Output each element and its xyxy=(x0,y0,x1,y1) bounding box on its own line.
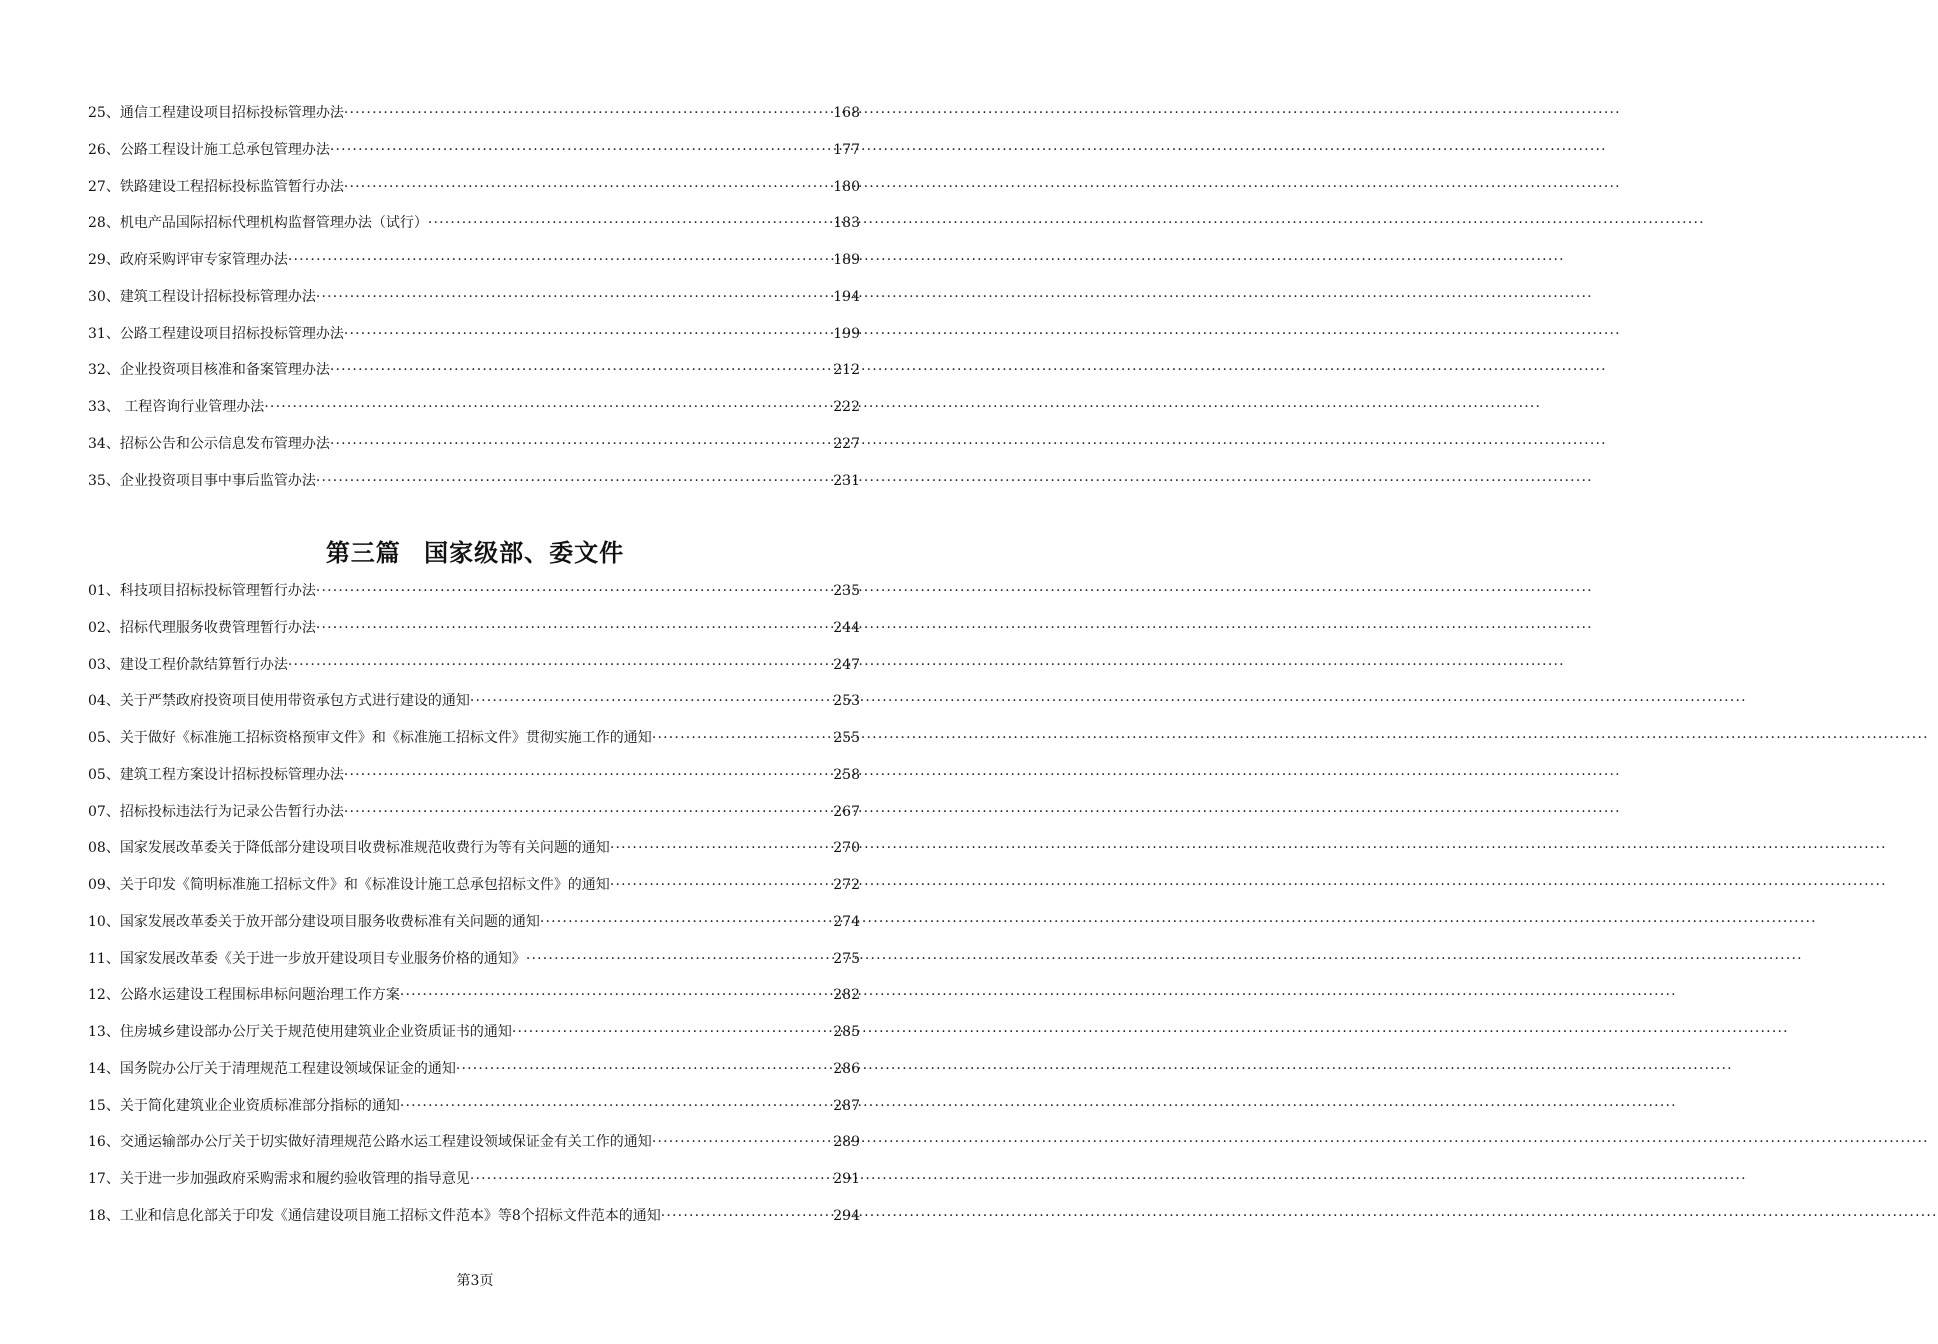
toc-entry[interactable] xyxy=(88,837,860,874)
toc-entry-page: 291 xyxy=(833,1171,860,1187)
dot-leader xyxy=(316,580,832,602)
page-number-footer: 第3页 xyxy=(456,1273,494,1289)
dot-leader xyxy=(316,470,832,492)
toc-entry-title: 05、建筑工程方案设计招标投标管理办法 xyxy=(88,766,344,783)
toc-entry[interactable] xyxy=(88,359,860,396)
dot-leader xyxy=(330,359,832,381)
toc-entry[interactable] xyxy=(88,874,860,911)
toc-entry-title: 34、招标公告和公示信息发布管理办法 xyxy=(88,435,330,452)
toc-entry-page: 294 xyxy=(833,1207,860,1224)
toc-entry[interactable] xyxy=(88,801,860,838)
dot-leader xyxy=(344,323,832,345)
toc-entry-title: 13、住房城乡建设部办公厅关于规范使用建筑业企业资质证书的通知 xyxy=(88,1024,512,1040)
toc-entry-title: 15、关于简化建筑业企业资质标准部分指标的通知 xyxy=(88,1097,400,1114)
toc-entry[interactable] xyxy=(88,727,860,764)
dot-leader xyxy=(400,984,832,1006)
toc-entry-page: 289 xyxy=(833,1134,860,1151)
toc-entry-title: 04、关于严禁政府投资项目使用带资承包方式进行建设的通知 xyxy=(88,693,470,710)
toc-entry-page: 270 xyxy=(833,840,860,857)
toc-entry-page: 194 xyxy=(833,288,860,305)
dot-leader xyxy=(330,139,832,161)
dot-leader xyxy=(610,874,832,896)
toc-entry[interactable] xyxy=(88,323,860,360)
toc-entry[interactable] xyxy=(88,139,860,176)
toc-entry-title: 07、招标投标违法行为记录公告暂行办法 xyxy=(88,803,344,820)
toc-entry[interactable] xyxy=(88,1058,860,1095)
toc-entry-title: 05、关于做好《标准施工招标资格预审文件》和《标准施工招标文件》贯彻实施工作的通知 xyxy=(88,730,652,746)
toc-entry-page: 244 xyxy=(833,619,860,636)
toc-entry[interactable] xyxy=(88,249,860,286)
toc-entry[interactable] xyxy=(88,984,860,1021)
dot-leader xyxy=(470,690,832,712)
toc-entry-page: 168 xyxy=(833,105,860,121)
toc-entry-page: 286 xyxy=(833,1060,860,1077)
toc-entry-page: 222 xyxy=(833,399,860,415)
dot-leader xyxy=(316,286,832,308)
toc-entry-title: 26、公路工程设计施工总承包管理办法 xyxy=(88,141,330,158)
toc-entry-page: 275 xyxy=(833,950,860,967)
toc-entry[interactable] xyxy=(88,580,860,617)
toc-entry[interactable] xyxy=(88,396,860,433)
toc-entry[interactable] xyxy=(88,690,860,727)
dot-leader xyxy=(344,176,832,198)
toc-entry-page: 282 xyxy=(833,987,860,1004)
toc-entry-page: 199 xyxy=(833,325,860,342)
toc-entry-title: 14、国务院办公厅关于清理规范工程建设领域保证金的通知 xyxy=(88,1060,456,1077)
toc-entry[interactable] xyxy=(88,212,860,249)
toc-entry-page: 267 xyxy=(833,803,860,820)
dot-leader xyxy=(661,1205,833,1227)
toc-entry-page: 231 xyxy=(833,472,860,489)
toc-entry[interactable] xyxy=(88,1205,860,1242)
toc-entry-title: 03、建设工程价款结算暂行办法 xyxy=(88,656,288,673)
dot-leader xyxy=(526,948,832,970)
toc-entry-page: 274 xyxy=(833,913,860,930)
dot-leader xyxy=(652,727,832,749)
toc-entry-page: 189 xyxy=(833,252,860,268)
toc-entry-page: 180 xyxy=(833,178,860,195)
toc-entry-page: 247 xyxy=(833,656,860,673)
dot-leader xyxy=(344,764,832,786)
toc-entry-title: 35、企业投资项目事中事后监管办法 xyxy=(88,472,316,489)
toc-entry-page: 212 xyxy=(833,362,860,379)
toc-entry-page: 285 xyxy=(833,1024,860,1040)
toc-entry-title: 33、 工程咨询行业管理办法 xyxy=(88,399,265,415)
toc-entry-page: 287 xyxy=(833,1097,860,1114)
toc-entry-title: 30、建筑工程设计招标投标管理办法 xyxy=(88,288,316,305)
dot-leader xyxy=(344,102,832,124)
document-page xyxy=(0,0,950,1344)
toc-entry-title: 18、工业和信息化部关于印发《通信建设项目施工招标文件范本》等8个招标文件范本的通知 xyxy=(88,1207,661,1224)
toc-entry[interactable] xyxy=(88,948,860,985)
dot-leader xyxy=(512,1021,832,1043)
toc-entry[interactable] xyxy=(88,1131,860,1168)
toc-entry-page: 177 xyxy=(833,141,860,158)
toc-entry-page: 183 xyxy=(833,215,860,232)
dot-leader xyxy=(288,654,832,676)
toc-entry[interactable] xyxy=(88,470,860,507)
toc-entry-title: 31、公路工程建设项目招标投标管理办法 xyxy=(88,325,344,342)
toc-entry-page: 255 xyxy=(833,730,860,746)
toc-entry-title: 28、机电产品国际招标代理机构监督管理办法（试行） xyxy=(88,215,428,232)
toc-entry-title: 01、科技项目招标投标管理暂行办法 xyxy=(88,583,316,599)
toc-entry-title: 17、关于进一步加强政府采购需求和履约验收管理的指导意见 xyxy=(88,1171,470,1187)
toc-entry-title: 29、政府采购评审专家管理办法 xyxy=(88,252,288,268)
toc-entry[interactable] xyxy=(88,617,860,654)
toc-entry-title: 12、公路水运建设工程围标串标问题治理工作方案 xyxy=(88,987,400,1004)
dot-leader xyxy=(400,1095,832,1117)
dot-leader xyxy=(456,1058,832,1080)
toc-entry[interactable] xyxy=(88,102,860,139)
toc-entry[interactable] xyxy=(88,286,860,323)
dot-leader xyxy=(540,911,832,933)
toc-entry[interactable] xyxy=(88,433,860,470)
toc-entry-title: 27、铁路建设工程招标投标监管暂行办法 xyxy=(88,178,344,195)
toc-entry-title: 32、企业投资项目核准和备案管理办法 xyxy=(88,362,330,379)
toc-entry-title: 02、招标代理服务收费管理暂行办法 xyxy=(88,619,316,636)
toc-entry-title: 09、关于印发《简明标准施工招标文件》和《标准设计施工总承包招标文件》的通知 xyxy=(88,877,610,893)
dot-leader xyxy=(652,1131,832,1153)
toc-entry-page: 227 xyxy=(833,435,860,452)
dot-leader xyxy=(470,1168,832,1190)
toc-entry-title: 16、交通运输部办公厅关于切实做好清理规范公路水运工程建设领域保证金有关工作的通知 xyxy=(88,1134,652,1151)
toc-entry-page: 253 xyxy=(833,693,860,710)
toc-entry-title: 25、通信工程建设项目招标投标管理办法 xyxy=(88,105,344,121)
toc-list-part-three xyxy=(88,580,860,1242)
toc-entry[interactable] xyxy=(88,1095,860,1132)
toc-entry-title: 08、国家发展改革委关于降低部分建设项目收费标准规范收费行为等有关问题的通知 xyxy=(88,840,610,857)
toc-entry[interactable] xyxy=(88,764,860,801)
dot-leader xyxy=(264,396,832,418)
dot-leader xyxy=(330,433,832,455)
toc-entry[interactable] xyxy=(88,1021,860,1058)
toc-entry[interactable] xyxy=(88,176,860,213)
toc-entry-page: 235 xyxy=(833,583,860,599)
toc-entry-page: 258 xyxy=(833,766,860,783)
toc-entry-title: 11、国家发展改革委《关于进一步放开建设项目专业服务价格的通知》 xyxy=(88,950,526,967)
section-heading: 第三篇 国家级部、委文件 xyxy=(325,538,625,567)
toc-entry[interactable] xyxy=(88,1168,860,1205)
toc-entry[interactable] xyxy=(88,911,860,948)
dot-leader xyxy=(428,212,832,234)
toc-entry-page: 272 xyxy=(833,877,860,893)
dot-leader xyxy=(344,801,832,823)
toc-entry[interactable] xyxy=(88,654,860,691)
dot-leader xyxy=(288,249,832,271)
dot-leader xyxy=(316,617,832,639)
dot-leader xyxy=(610,837,832,859)
toc-list-part-two-continued xyxy=(88,102,860,506)
toc-entry-title: 10、国家发展改革委关于放开部分建设项目服务收费标准有关问题的通知 xyxy=(88,913,540,930)
